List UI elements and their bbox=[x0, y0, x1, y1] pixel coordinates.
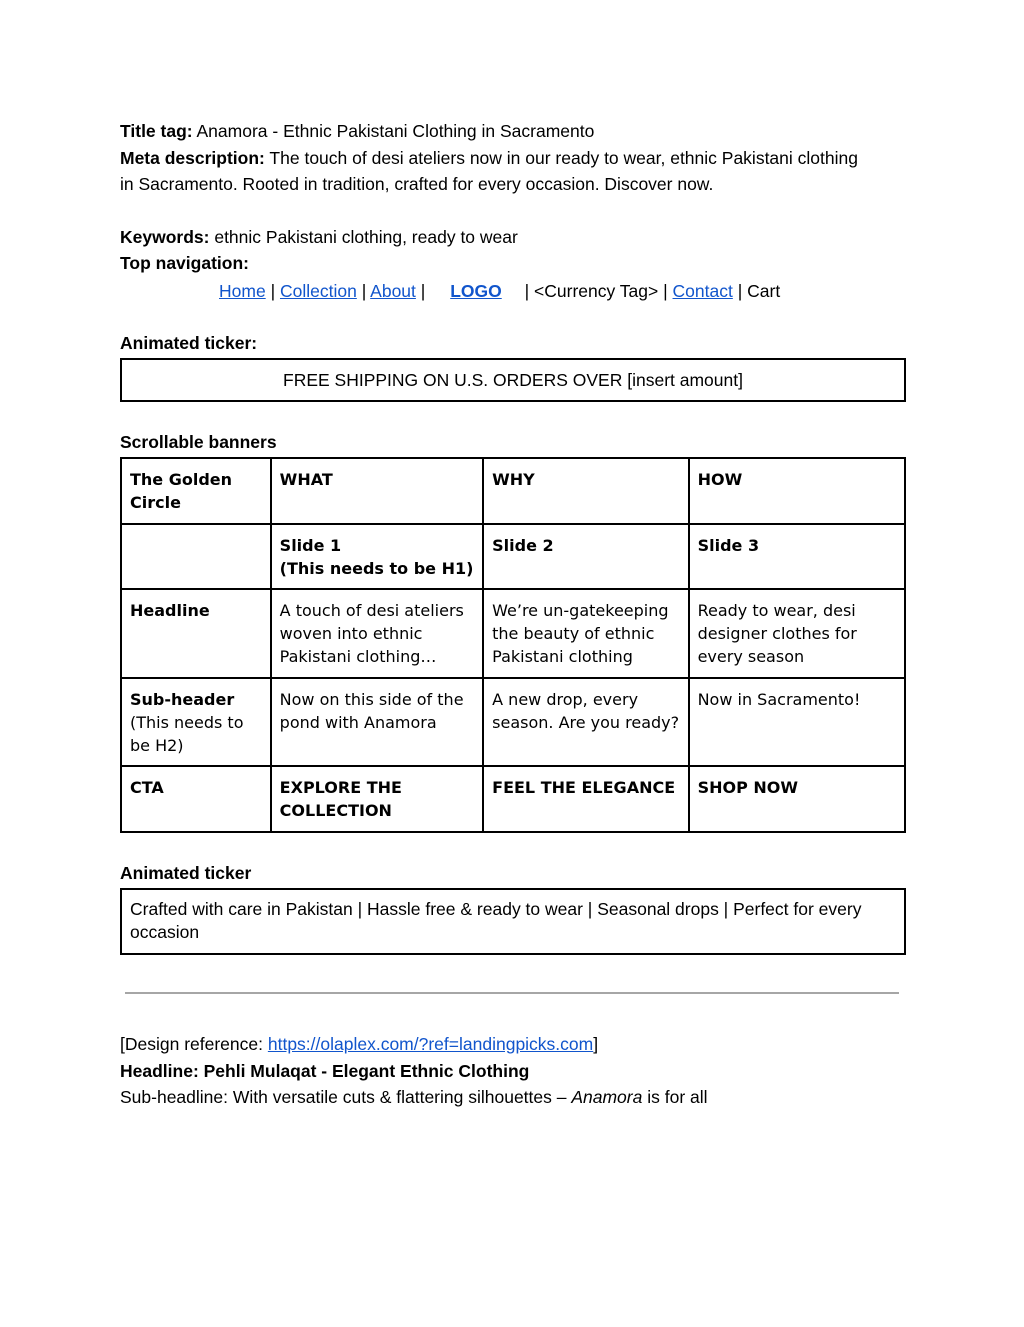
nav-currency-tag: <Currency Tag> bbox=[534, 280, 659, 301]
cta-cell: EXPLORE THE COLLECTION bbox=[271, 766, 483, 832]
ticker2-text: Crafted with care in Pakistan | Hassle free & ready to wear | Seasonal drops | Perfect for every occasion bbox=[130, 898, 862, 942]
bottom-section bbox=[120, 1031, 905, 1111]
table-cell: We’re un-gatekeeping the beauty of ethnic Pakistani clothing bbox=[483, 589, 688, 678]
table-row bbox=[121, 589, 905, 678]
meta-description-line bbox=[120, 145, 905, 172]
ticker1-label: Animated ticker: bbox=[120, 333, 258, 353]
design-reference-prefix: [Design reference: bbox=[120, 1034, 268, 1054]
table-cell: A touch of desi ateliers woven into ethnic Pakistani clothing… bbox=[271, 589, 483, 678]
table-row bbox=[121, 458, 905, 524]
nav-separator: | bbox=[270, 280, 276, 301]
table-cell: HOW bbox=[689, 458, 905, 524]
table-row bbox=[121, 766, 905, 832]
document-page bbox=[120, 118, 905, 955]
cta-cell: SHOP NOW bbox=[689, 766, 905, 832]
title-tag-value: Anamora - Ethnic Pakistani Clothing in Sacramento bbox=[192, 121, 595, 141]
nav-separator: | bbox=[524, 280, 530, 301]
nav-cart: Cart bbox=[747, 280, 781, 301]
nav-separator: | bbox=[420, 280, 426, 301]
nav-separator: | bbox=[361, 280, 367, 301]
nav-separator: | bbox=[737, 280, 743, 301]
table-cell: WHAT bbox=[271, 458, 483, 524]
table-cell: WHY bbox=[483, 458, 688, 524]
design-reference-link[interactable]: https://olaplex.com/?ref=landingpicks.com bbox=[267, 1034, 594, 1054]
design-reference-line bbox=[120, 1031, 905, 1058]
table-cell bbox=[121, 678, 271, 766]
table-cell: CTA bbox=[121, 766, 271, 832]
nav-collection-link[interactable]: Collection bbox=[279, 280, 357, 301]
meta-description-line-2: in Sacramento. Rooted in tradition, crafted for every occasion. Discover now. bbox=[120, 174, 714, 194]
nav-separator: | bbox=[663, 280, 668, 301]
golden-circle-table bbox=[120, 457, 906, 833]
table-cell: Slide 2 bbox=[483, 524, 688, 589]
top-navigation-label: Top navigation: bbox=[120, 253, 249, 273]
headline-line: Headline: Pehli Mulaqat - Elegant Ethnic Clothing bbox=[120, 1060, 530, 1081]
spacer bbox=[120, 402, 905, 429]
subheadline-prefix: Sub-headline: With versatile cuts & flattering silhouettes – bbox=[120, 1087, 572, 1107]
table-cell: Headline bbox=[121, 589, 271, 678]
spacer bbox=[120, 198, 905, 224]
nav-about-link[interactable]: About bbox=[370, 280, 416, 301]
keywords-label: Keywords: bbox=[120, 226, 210, 247]
cta-cell: FEEL THE ELEGANCE bbox=[483, 766, 688, 832]
subheader-label: Sub-header bbox=[130, 690, 235, 709]
nav-contact-link[interactable]: Contact bbox=[672, 280, 733, 301]
ticker1-box bbox=[120, 358, 906, 402]
title-tag-label: Title tag: bbox=[120, 121, 193, 141]
table-cell bbox=[271, 524, 483, 589]
top-navigation bbox=[120, 278, 905, 305]
slide1-title: Slide 1 bbox=[279, 536, 342, 555]
keywords-line bbox=[120, 224, 905, 251]
spacer bbox=[120, 304, 905, 330]
horizontal-divider bbox=[125, 992, 899, 994]
table-cell: Now in Sacramento! bbox=[689, 678, 905, 766]
table-cell: The Golden Circle bbox=[121, 458, 271, 524]
table-cell bbox=[121, 524, 271, 589]
table-cell: Now on this side of the pond with Anamora bbox=[271, 678, 483, 766]
table-row bbox=[121, 678, 905, 766]
table-cell: A new drop, every season. Are you ready? bbox=[483, 678, 688, 766]
table-cell: Ready to wear, desi designer clothes for every season bbox=[689, 589, 905, 678]
ticker1-text: FREE SHIPPING ON U.S. ORDERS OVER [insert amount] bbox=[283, 369, 743, 390]
meta-description-value-1: The touch of desi ateliers now in our ready to wear, ethnic Pakistani clothing bbox=[264, 147, 858, 168]
design-reference-suffix: ] bbox=[593, 1034, 599, 1054]
ticker2-label: Animated ticker bbox=[120, 863, 252, 883]
banners-label: Scrollable banners bbox=[120, 431, 277, 452]
nav-logo-link[interactable]: LOGO bbox=[450, 280, 502, 301]
table-cell: Slide 3 bbox=[689, 524, 905, 589]
nav-home-link[interactable]: Home bbox=[219, 280, 266, 301]
subheadline-brand: Anamora bbox=[571, 1087, 643, 1107]
title-tag-line bbox=[120, 118, 905, 145]
keywords-value: ethnic Pakistani clothing, ready to wear bbox=[209, 226, 518, 247]
subheader-note: (This needs to be H2) bbox=[130, 713, 244, 755]
subheadline-suffix: is for all bbox=[642, 1087, 708, 1107]
slide1-note: (This needs to be H1) bbox=[279, 559, 474, 578]
subheadline-line bbox=[120, 1084, 905, 1111]
spacer bbox=[120, 833, 905, 860]
table-row bbox=[121, 524, 905, 589]
ticker2-box bbox=[120, 888, 906, 955]
meta-description-label: Meta description: bbox=[120, 147, 265, 168]
